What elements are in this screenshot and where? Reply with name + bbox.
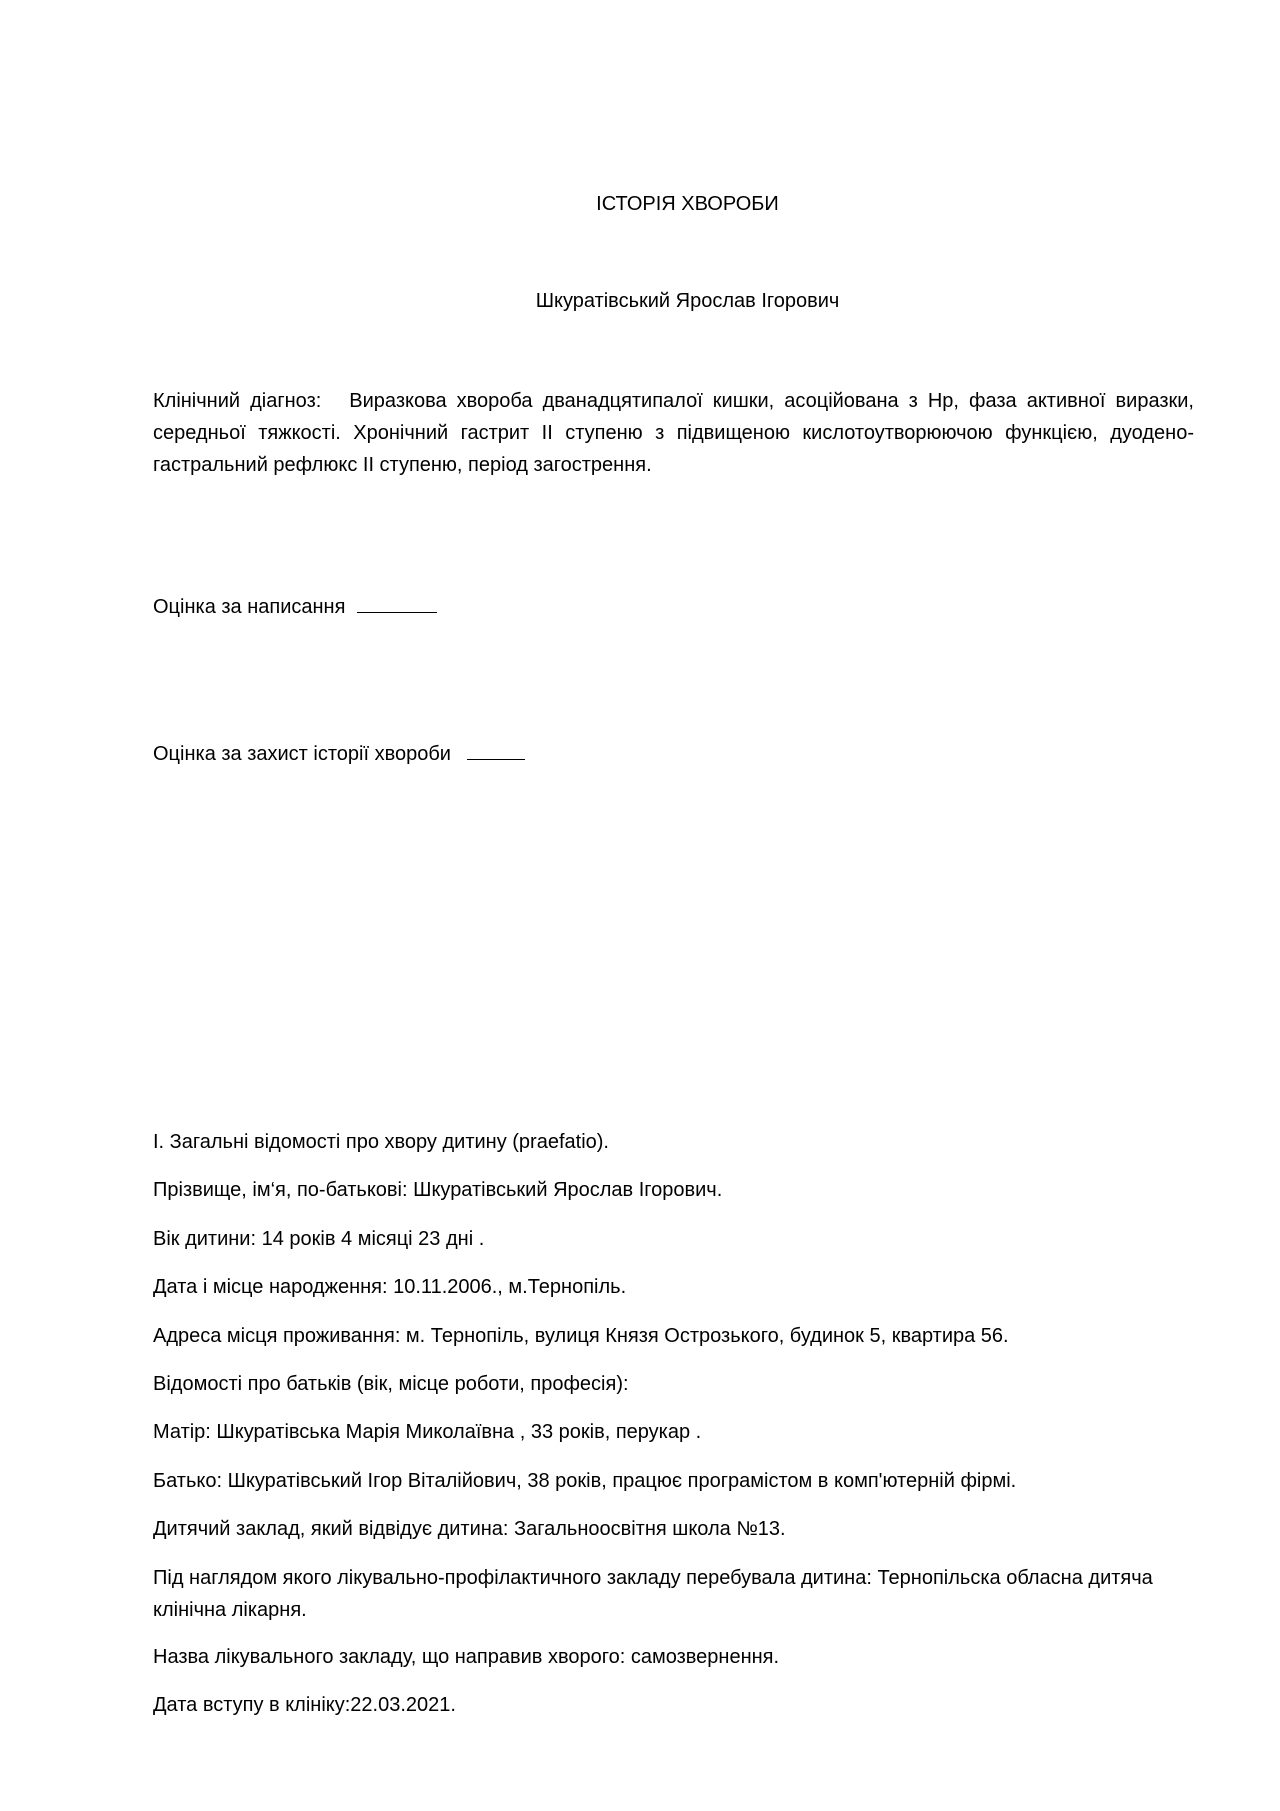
- grade-defense-label: Оцінка за захист історії хвороби: [153, 743, 451, 765]
- document-title: ІСТОРІЯ ХВОРОБИ: [596, 193, 779, 215]
- school-line: Дитячий заклад, який відвідує дитина: Загальноосвітня школа №13.: [153, 1518, 786, 1540]
- full-name-line: Прізвище, ім‘я, по-батькові: Шкуратівський Ярослав Ігорович.: [153, 1179, 723, 1201]
- referring-facility-line: Назва лікувального закладу, що направив хворого: самозвернення.: [153, 1646, 780, 1668]
- address-line: Адреса місця проживання: м. Тернопіль, вулиця Князя Острозького, будинок 5, квартира 56.: [153, 1325, 1009, 1347]
- patient-name: Шкуратівський Ярослав Ігорович: [535, 290, 840, 312]
- diagnosis-label: Клінічний діагноз:: [153, 390, 322, 412]
- grade-writing-label: Оцінка за написання: [153, 596, 346, 618]
- grade-defense-blank: [467, 741, 525, 760]
- grade-writing-blank: [357, 594, 437, 613]
- supervising-facility-line: Під наглядом якого лікувально-профілактичного закладу перебувала дитина: Тернопільска обласна дитяча клінічна лікарня.: [153, 1567, 1153, 1621]
- age-line: Вік дитини: 14 років 4 місяці 23 дні .: [153, 1228, 485, 1250]
- grade-writing: [153, 591, 1213, 623]
- clinical-diagnosis: [153, 385, 1194, 481]
- birth-line: Дата і місце народження: 10.11.2006., м.Тернопіль.: [153, 1276, 627, 1298]
- parents-heading: Відомості про батьків (вік, місце роботи, професія):: [153, 1373, 629, 1395]
- grade-defense: [153, 738, 1213, 770]
- father-line: Батько: Шкуратівський Ігор Віталійович, 38 років, працює програмістом в комп'ютерній фірмі.: [153, 1470, 1017, 1492]
- diagnosis-text: Виразкова хвороба дванадцятипалої кишки, асоційована з Нр, фаза активної виразки, середньої тяжкості. Хронічний гастрит ІІ ступеню з підвищеною кислотоутворюючою функцією, дуодено-гастральний рефлюкс ІІ ступеню, період загострення.: [153, 390, 1194, 476]
- admission-date-line: Дата вступу в клініку:22.03.2021.: [153, 1694, 456, 1716]
- section-heading: І. Загальні відомості про хвору дитину (praefatio).: [153, 1131, 609, 1153]
- mother-line: Матір: Шкуратівська Марія Миколаївна , 33 років, перукар .: [153, 1421, 702, 1443]
